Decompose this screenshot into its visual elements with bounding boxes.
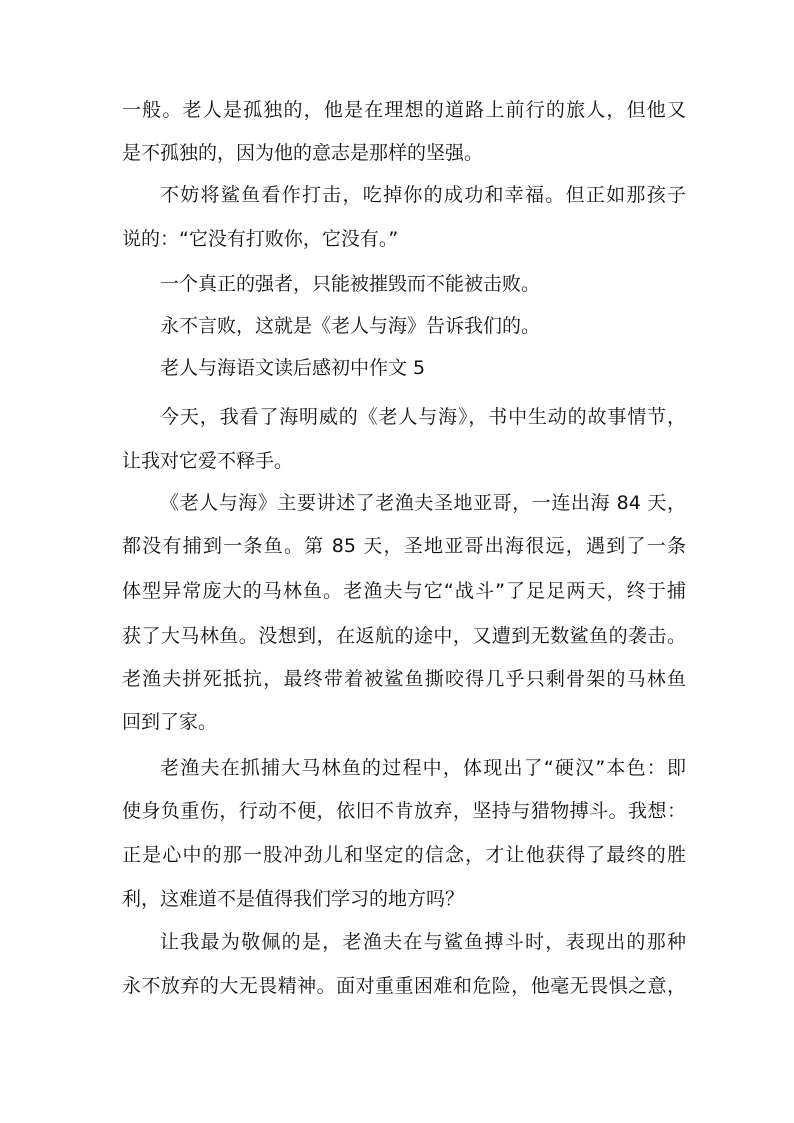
paragraph-line: 正是心中的那一股冲劲儿和坚定的信念，才让他获得了最终的胜 [122, 844, 686, 866]
paragraph-line: 《老人与海》主要讲述了老渔夫圣地亚哥，一连出海 84 天， [160, 492, 686, 514]
paragraph-line: 今天，我看了海明威的《老人与海》，书中生动的故事情节， [160, 406, 686, 428]
section-heading: 老人与海语文读后感初中作文 5 [160, 357, 426, 379]
paragraph-line: 让我最为敬佩的是，老渔夫在与鲨鱼搏斗时，表现出的那种 [160, 931, 686, 953]
paragraph-line: 不妨将鲨鱼看作打击，吃掉你的成功和幸福。但正如那孩子 [160, 184, 686, 206]
paragraph-line: 都没有捕到一条鱼。第 85 天，圣地亚哥出海很远，遇到了一条 [122, 535, 686, 557]
paragraph-line: 老渔夫在抓捕大马林鱼的过程中，体现出了“硬汉”本色：即 [160, 757, 686, 779]
paragraph-line: 让我对它爱不释手。 [122, 450, 294, 472]
paragraph-line: 利，这难道不是值得我们学习的地方吗？ [122, 888, 465, 910]
paragraph-line: 老渔夫拼死抵抗，最终带着被鲨鱼撕咬得几乎只剩骨架的马林鱼 [122, 668, 686, 690]
paragraph-line: 回到了家。 [122, 711, 218, 733]
paragraph-line: 一个真正的强者，只能被摧毁而不能被击败。 [160, 273, 541, 295]
paragraph-line: 使身负重伤，行动不便，依旧不肯放弃，坚持与猎物搏斗。我想： [122, 800, 686, 822]
paragraph-line: 获了大马林鱼。没想到，在返航的途中，又遭到无数鲨鱼的袭击。 [122, 625, 686, 647]
paragraph-line: 是不孤独的，因为他的意志是那样的坚强。 [122, 142, 484, 164]
paragraph-line: 永不放弃的大无畏精神。面对重重困难和危险，他毫无畏惧之意， [122, 975, 686, 997]
paragraph-line: 一般。老人是孤独的，他是在理想的道路上前行的旅人，但他又 [122, 99, 686, 121]
paragraph-line: 永不言败，这就是《老人与海》告诉我们的。 [160, 315, 541, 337]
paragraph-line: 说的：“它没有打败你，它没有。” [122, 228, 399, 250]
paragraph-line: 体型异常庞大的马林鱼。老渔夫与它“战斗”了足足两天，终于捕 [122, 580, 686, 602]
